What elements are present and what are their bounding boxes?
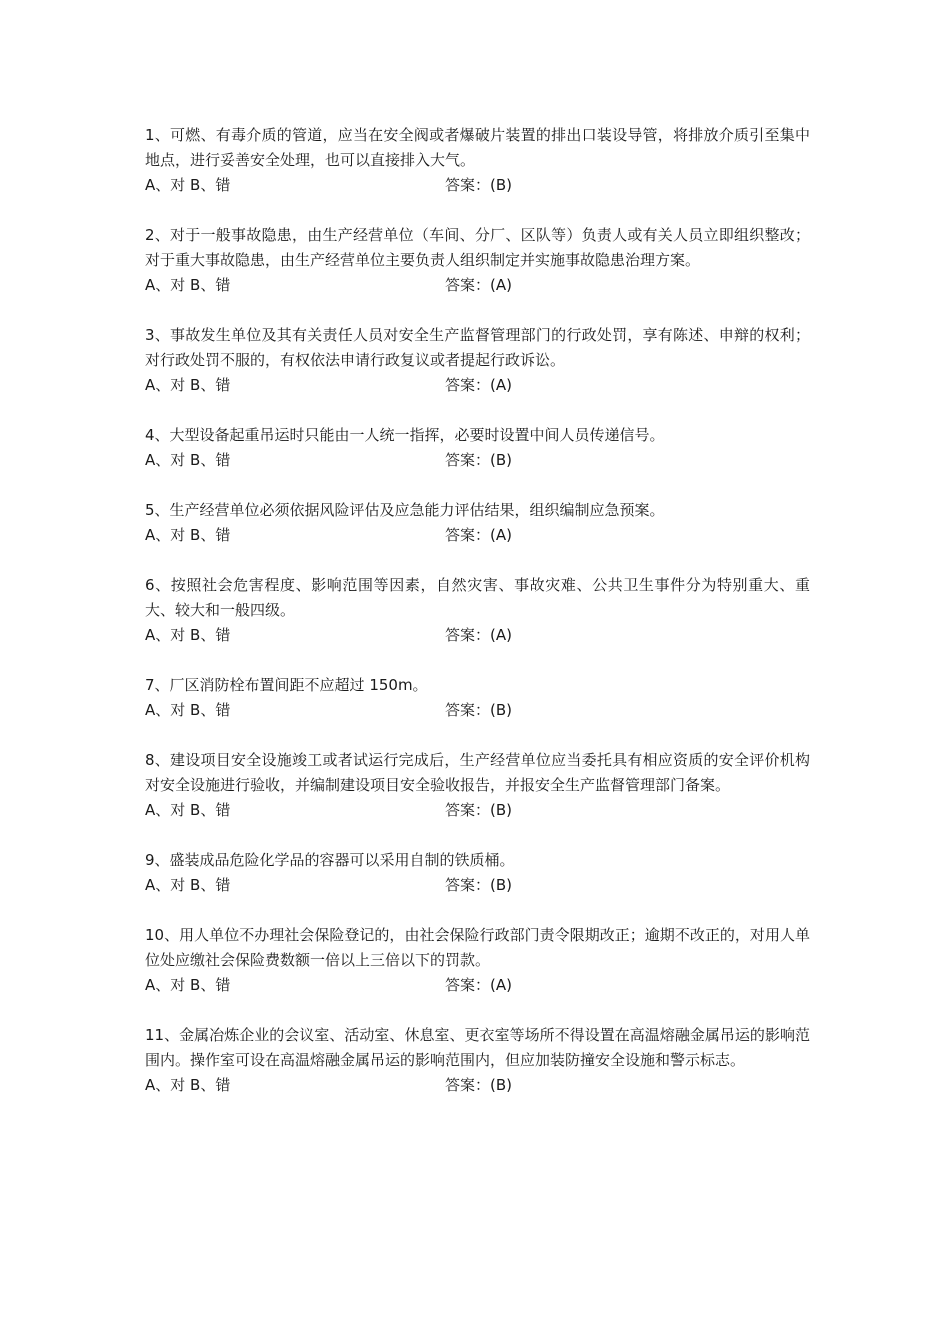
- question-item: [145, 423, 810, 473]
- question-choice-row: [145, 798, 810, 823]
- question-options: A、对 B、错: [145, 526, 231, 544]
- question-choice-row: [145, 1073, 810, 1098]
- question-options: A、对 B、错: [145, 276, 231, 294]
- question-options: A、对 B、错: [145, 451, 231, 469]
- question-options: A、对 B、错: [145, 976, 231, 994]
- question-text: 5、生产经营单位必须依据风险评估及应急能力评估结果，组织编制应急预案。: [145, 501, 665, 519]
- question-text: 4、大型设备起重吊运时只能由一人统一指挥，必要时设置中间人员传递信号。: [145, 426, 665, 444]
- question-answer: 答案：(B): [445, 876, 512, 894]
- question-choice-row: [145, 273, 810, 298]
- question-options: A、对 B、错: [145, 376, 231, 394]
- question-answer: 答案：(A): [445, 976, 512, 994]
- question-choice-row: [145, 373, 810, 398]
- question-answer: 答案：(B): [445, 451, 512, 469]
- question-text: 6、按照社会危害程度、影响范围等因素，自然灾害、事故灾难、公共卫生事件分为特别重大、重大、较大和一般四级。: [145, 576, 810, 619]
- question-item: [145, 1023, 810, 1098]
- question-choice-row: [145, 623, 810, 648]
- question-answer: 答案：(B): [445, 176, 512, 194]
- question-answer: 答案：(A): [445, 526, 512, 544]
- question-options: A、对 B、错: [145, 1076, 231, 1094]
- question-answer: 答案：(B): [445, 701, 512, 719]
- question-item: [145, 848, 810, 898]
- question-choice-row: [145, 873, 810, 898]
- question-item: [145, 573, 810, 648]
- question-item: [145, 223, 810, 298]
- question-options: A、对 B、错: [145, 626, 231, 644]
- question-text: 10、用人单位不办理社会保险登记的，由社会保险行政部门责令限期改正；逾期不改正的，对用人单位处应缴社会保险费数额一倍以上三倍以下的罚款。: [145, 926, 810, 969]
- question-text: 9、盛装成品危险化学品的容器可以采用自制的铁质桶。: [145, 851, 515, 869]
- question-options: A、对 B、错: [145, 176, 231, 194]
- question-item: [145, 498, 810, 548]
- question-answer: 答案：(A): [445, 276, 512, 294]
- question-choice-row: [145, 448, 810, 473]
- question-item: [145, 923, 810, 998]
- question-item: [145, 673, 810, 723]
- question-text: 2、对于一般事故隐患，由生产经营单位（车间、分厂、区队等）负责人或有关人员立即组织整改；对于重大事故隐患，由生产经营单位主要负责人组织制定并实施事故隐患治理方案。: [145, 226, 810, 269]
- question-text: 11、金属冶炼企业的会议室、活动室、休息室、更衣室等场所不得设置在高温熔融金属吊运的影响范围内。操作室可设在高温熔融金属吊运的影响范围内，但应加装防撞安全设施和警示标志。: [145, 1026, 810, 1069]
- question-list: [145, 123, 810, 1123]
- question-options: A、对 B、错: [145, 701, 231, 719]
- question-options: A、对 B、错: [145, 876, 231, 894]
- question-answer: 答案：(B): [445, 801, 512, 819]
- question-choice-row: [145, 698, 810, 723]
- question-text: 8、建设项目安全设施竣工或者试运行完成后，生产经营单位应当委托具有相应资质的安全评价机构对安全设施进行验收，并编制建设项目安全验收报告，并报安全生产监督管理部门备案。: [145, 751, 810, 794]
- question-choice-row: [145, 523, 810, 548]
- question-item: [145, 123, 810, 198]
- question-answer: 答案：(A): [445, 626, 512, 644]
- question-answer: 答案：(A): [445, 376, 512, 394]
- question-options: A、对 B、错: [145, 801, 231, 819]
- question-text: 3、事故发生单位及其有关责任人员对安全生产监督管理部门的行政处罚，享有陈述、申辩的权利；对行政处罚不服的，有权依法申请行政复议或者提起行政诉讼。: [145, 326, 810, 369]
- question-item: [145, 748, 810, 823]
- question-choice-row: [145, 173, 810, 198]
- question-choice-row: [145, 973, 810, 998]
- question-text: 1、可燃、有毒介质的管道，应当在安全阀或者爆破片装置的排出口装设导管，将排放介质引至集中地点，进行妥善安全处理，也可以直接排入大气。: [145, 126, 810, 169]
- question-text: 7、厂区消防栓布置间距不应超过 150m。: [145, 676, 428, 694]
- question-item: [145, 323, 810, 398]
- question-answer: 答案：(B): [445, 1076, 512, 1094]
